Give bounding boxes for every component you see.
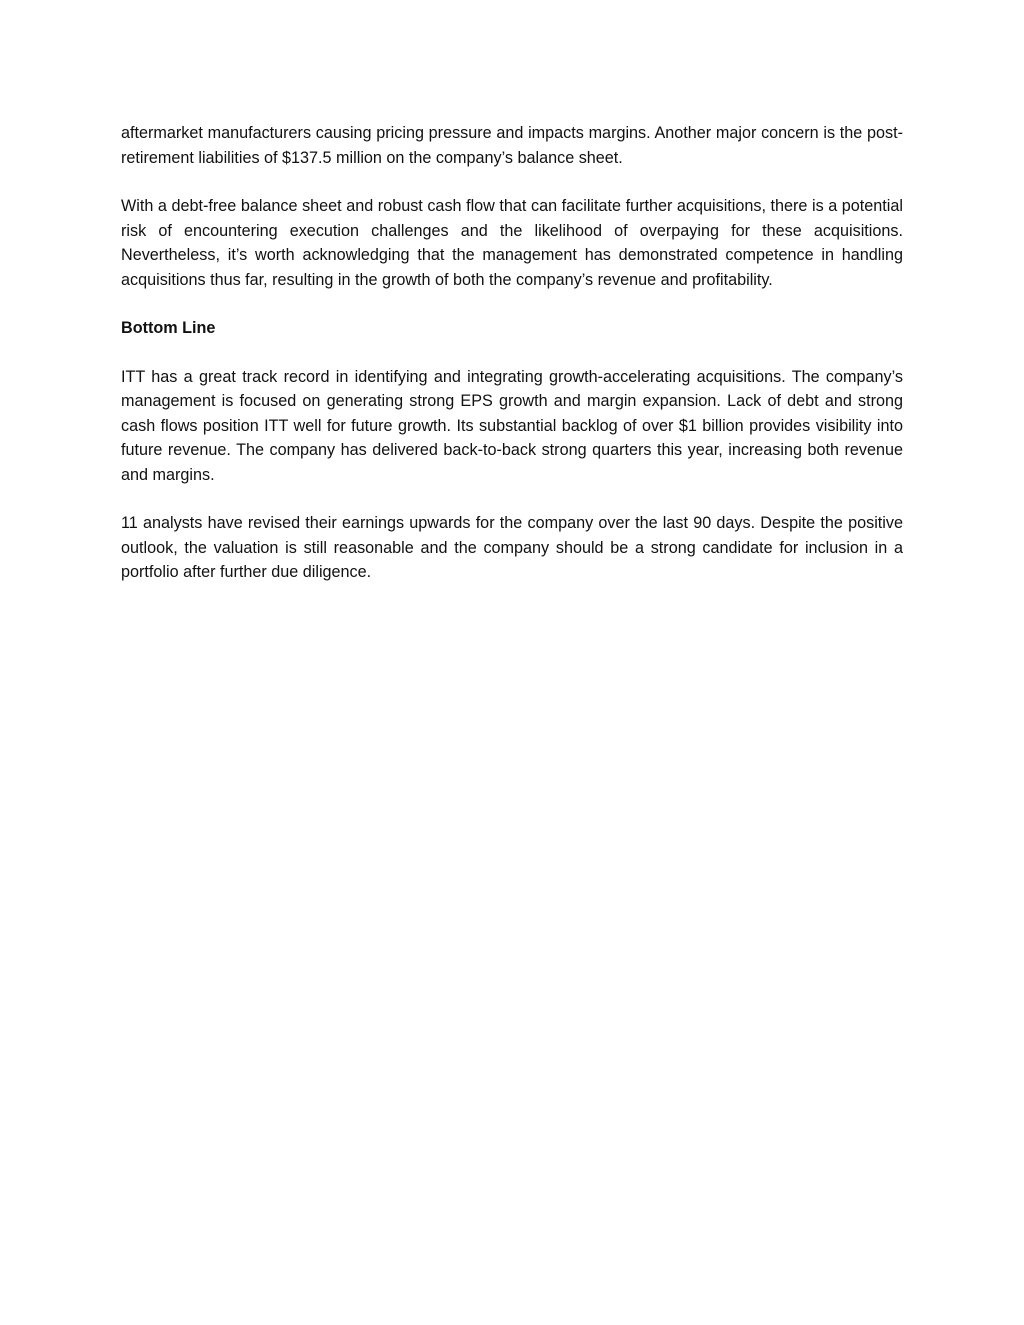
paragraph-analyst-revisions: 11 analysts have revised their earnings upwards for the company over the last 90 days. Despite the positive outlook, the valuation is still reasonable and the company should be a strong candidate for inclusion in a portfolio after further due diligence. <box>121 514 903 581</box>
section-heading-bottom-line: Bottom Line <box>121 319 216 337</box>
paragraph-aftermarket-risks: aftermarket manufacturers causing pricing pressure and impacts margins. Another major concern is the post-retirement liabilities of $137.5 million on the company’s balance sheet. <box>121 124 903 167</box>
document-body <box>121 121 903 609</box>
paragraph-track-record: ITT has a great track record in identifying and integrating growth-accelerating acquisitions. The company’s management is focused on generating strong EPS growth and margin expansion. Lack of debt and strong cash flows position ITT well for future growth. Its substantial backlog of over $1 billion provides visibility into future revenue. The company has delivered back-to-back strong quarters this year, increasing both revenue and margins. <box>121 367 903 484</box>
paragraph-acquisition-risks: With a debt-free balance sheet and robust cash flow that can facilitate further acquisitions, there is a potential risk of encountering execution challenges and the likelihood of overpaying for these acquisitions. Nevertheless, it’s worth acknowledging that the management has demonstrated competence in handling acquisitions thus far, resulting in the growth of both the company’s revenue and profitability. <box>121 197 903 289</box>
